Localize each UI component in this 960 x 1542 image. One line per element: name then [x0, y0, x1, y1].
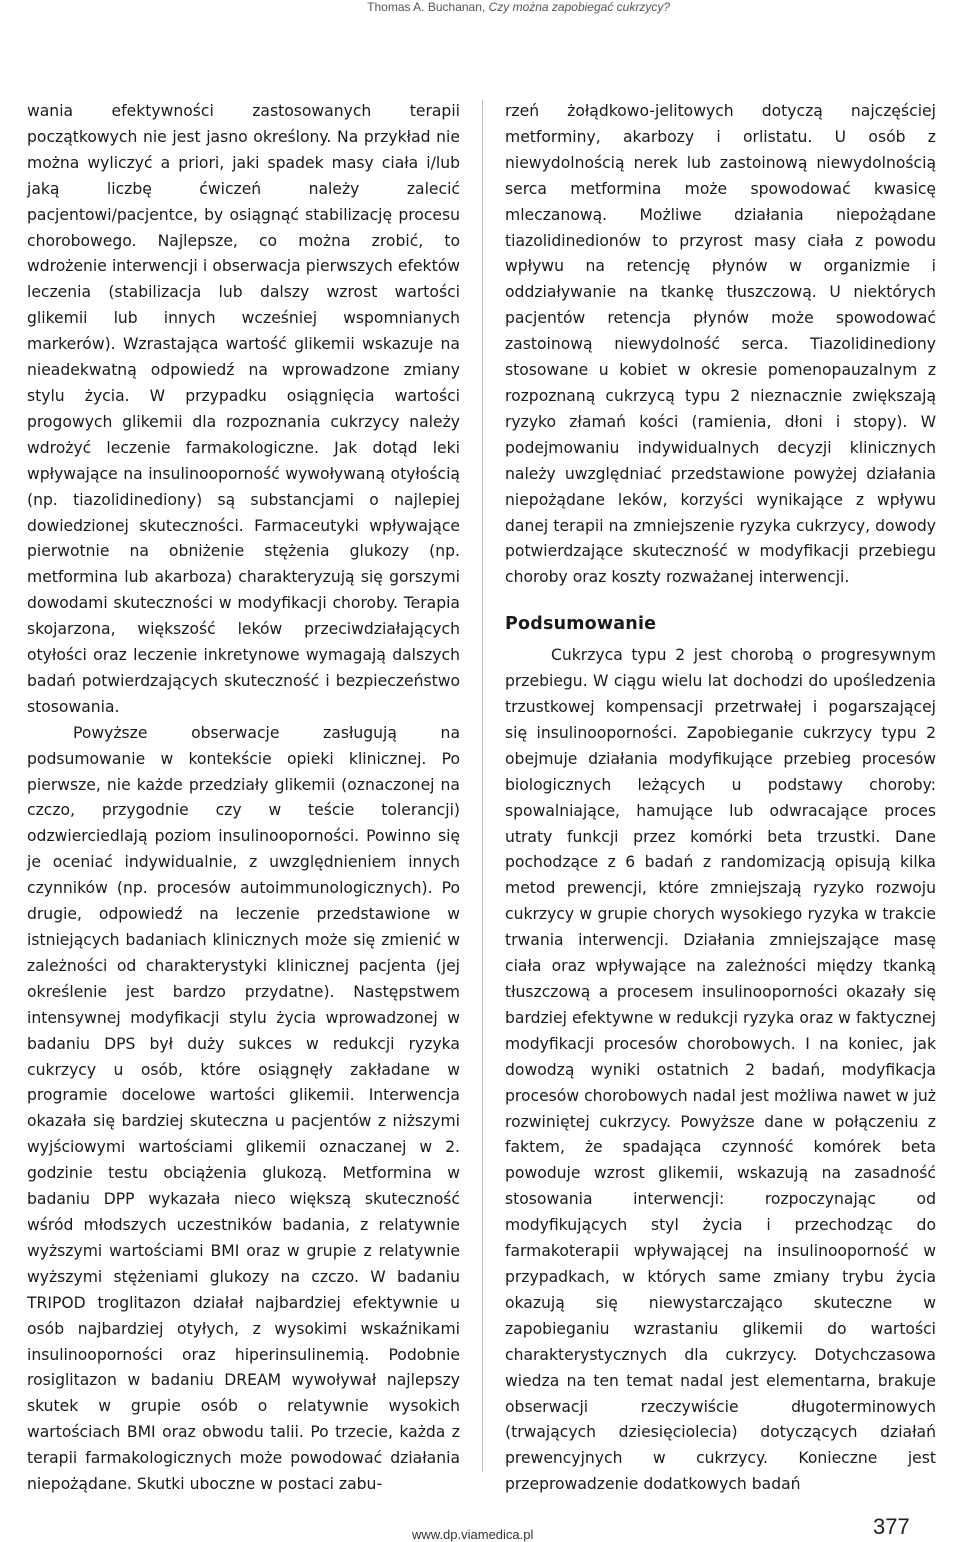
right-column [505, 99, 936, 1498]
footer-url: www.dp.viamedica.pl [412, 1527, 534, 1542]
running-head-text [367, 0, 670, 14]
running-head-author: Thomas A. Buchanan, [367, 0, 486, 14]
left-paragraph-2: Powyższe obserwacje zasługują na podsumowanie w kontekście opieki klinicznej. Po pierwsze, nie każde przedziały glikemii (oznaczonej na czczo, przygodnie czy w teście tolerancji) odzwierciedlają poziom insulinooporności. Powinno się je oceniać indywidualnie, z uwzględnieniem innych czynników (np. procesów autoimmunologicznych). Po drugie, odpowiedź na leczenie przedstawione w istniejących badaniach klinicznych może się zmienić w zależności od charakterystyki klinicznej pacjenta (jej określenie jest bardzo przydatne). Następstwem intensywnej modyfikacji stylu życia wprowadzonej w badaniu DPS był duży sukces w redukcji ryzyka cukrzycy u osób, które osiągnęły zakładane w programie docelowe wartości glikemii. Interwencja okazała się bardziej skuteczna u pacjentów z niższymi wyjściowymi wartościami glikemii oznaczanej w 2. godzinie testu obciążenia glukozą. Metformina w badaniu DPP wykazała nieco większą skuteczność wśród młodszych uczestników badania, z relatywnie wyższymi wartościami BMI oraz w grupie z relatywnie wyższymi stężeniami glukozy na czczo. W badaniu TRIPOD troglitazon działał najbardziej efektywnie u osób najbardziej otyłych, z wysokimi wskaźnikami insulinooporności oraz hiperinsulinemią. Podobnie rosiglitazon w badaniu DREAM wywoływał najlepszy skutek w grupie osób o relatywnie wysokich wartościach BMI oraz obwodu talii. Po trzecie, każda z terapii farmakologicznych może powodować działania niepożądane. Skutki uboczne w postaci zabu- [27, 723, 460, 1494]
page-number: 377 [873, 1514, 910, 1539]
column-divider [482, 100, 483, 1472]
left-column [27, 99, 460, 1498]
right-paragraph-2: Cukrzyca typu 2 jest chorobą o progresywnym przebiegu. W ciągu wielu lat dochodzi do upośledzenia trzustkowej kompensacji przetrwałej i pogarszającej się insulinooporności. Zapobieganie cukrzycy typu 2 obejmuje działania modyfikujące przebieg procesów biologicznych leżących u podstawy choroby: spowalniające, hamujące lub odwracające proces utraty funkcji przez komórki beta trzustki. Dane pochodzące z 6 badań z randomizacją opisują kilka metod prewencji, które zmniejszają ryzyko rozwoju cukrzycy w grupie chorych wysokiego ryzyka w trakcie trwania interwencji. Działania zmniejszające masę ciała oraz wpływające na zależności między tkanką tłuszczową a procesem insulinooporności okazały się bardziej efektywne w redukcji ryzyka oraz w faktycznej modyfikacji procesów chorobowych. I na koniec, jak dowodzą wyniki ostatnich 2 badań, modyfikacja procesów chorobowych nadal jest możliwa nawet w już rozwiniętej cukrzycy. Powyższe dane w połączeniu z faktem, że spadająca czynność komórek beta powoduje wzrost glikemii, wskazują na zasadność stosowania interwencji: rozpoczynając od modyfikujących styl życia i przechodząc do farmakoterapii wpływającej na insulinooporność w przypadkach, w których same zmiany trybu życia okazują się niewystarczająco skuteczne w zapobieganiu wzrastaniu glikemii do wartości charakterystycznych dla cukrzycy. Dotychczasowa wiedza na ten temat nadal jest elementarna, brakuje obserwacji rzeczywiście długoterminowych (trwających dziesięciolecia) dotyczących działań prewencyjnych w cukrzycy. Konieczne jest przeprowadzenie dodatkowych badań [505, 646, 936, 1494]
left-paragraph-1: wania efektywności zastosowanych terapii początkowych nie jest jasno określony. Na przykład nie można wyliczyć a priori, jaki spadek masy ciała i/lub jaką liczbę ćwiczeń należy zalecić pacjentowi/pacjentce, by osiągnąć stabilizację procesu chorobowego. Najlepsze, co można zrobić, to wdrożenie interwencji i obserwacja pierwszych efektów leczenia (stabilizacja lub dalszy wzrost wartości glikemii lub innych wcześniej wspomnianych markerów). Wzrastająca wartość glikemii wskazuje na nieadekwatną odpowiedź na wprowadzone zmiany stylu życia. W przypadku osiągnięcia wartości progowych glikemii dla rozpoznania cukrzycy należy wdrożyć leczenie farmakologiczne. Jak dotąd leki wpływające na insulinooporność wywoływaną otyłością (np. tiazolidinediony) są substancjami o najlepiej dowiedzionej skuteczności. Farmaceutyki wpływające pierwotnie na obniżenie stężenia glukozy (np. metformina lub akarboza) charakteryzują się gorszymi dowodami skuteczności w modyfikacji choroby. Terapia skojarzona, większość leków przeciwdziałających otyłości oraz leczenie inkretynowe wymagają dalszych badań potwierdzających skuteczność i bezpieczeństwo stosowania. [27, 102, 460, 716]
right-paragraph-1: rzeń żołądkowo-jelitowych dotyczą najczęściej metforminy, akarbozy i orlistatu. U osób z niewydolnością nerek lub zastoinową niewydolnością serca metformina może spowodować kwasicę mleczanową. Możliwe działania niepożądane tiazolidinedionów to przyrost masy ciała z powodu wpływu na retencję płynów w organizmie i oddziaływanie na tkankę tłuszczową. U niektórych pacjentów retencja płynów może spowodować zastoinową niewydolność serca. Tiazolidinediony stosowane u kobiet w okresie pomenopauzalnym z rozpoznaną cukrzycą typu 2 nieznacznie zwiększają ryzyko złamań kości (ramienia, dłoni i stopy). W podejmowaniu indywidualnych decyzji klinicznych należy uwzględniać przedstawione powyżej działania niepożądane leków, korzyści wynikające z wpływu danej terapii na zmniejszenie ryzyka cukrzycy, dowody potwierdzające skuteczność w modyfikacji przebiegu choroby oraz koszty rozważanej interwencji. [505, 102, 936, 587]
running-head-title: Czy można zapobiegać cukrzycy? [488, 0, 670, 14]
section-heading-podsumowanie: Podsumowanie [505, 614, 657, 635]
